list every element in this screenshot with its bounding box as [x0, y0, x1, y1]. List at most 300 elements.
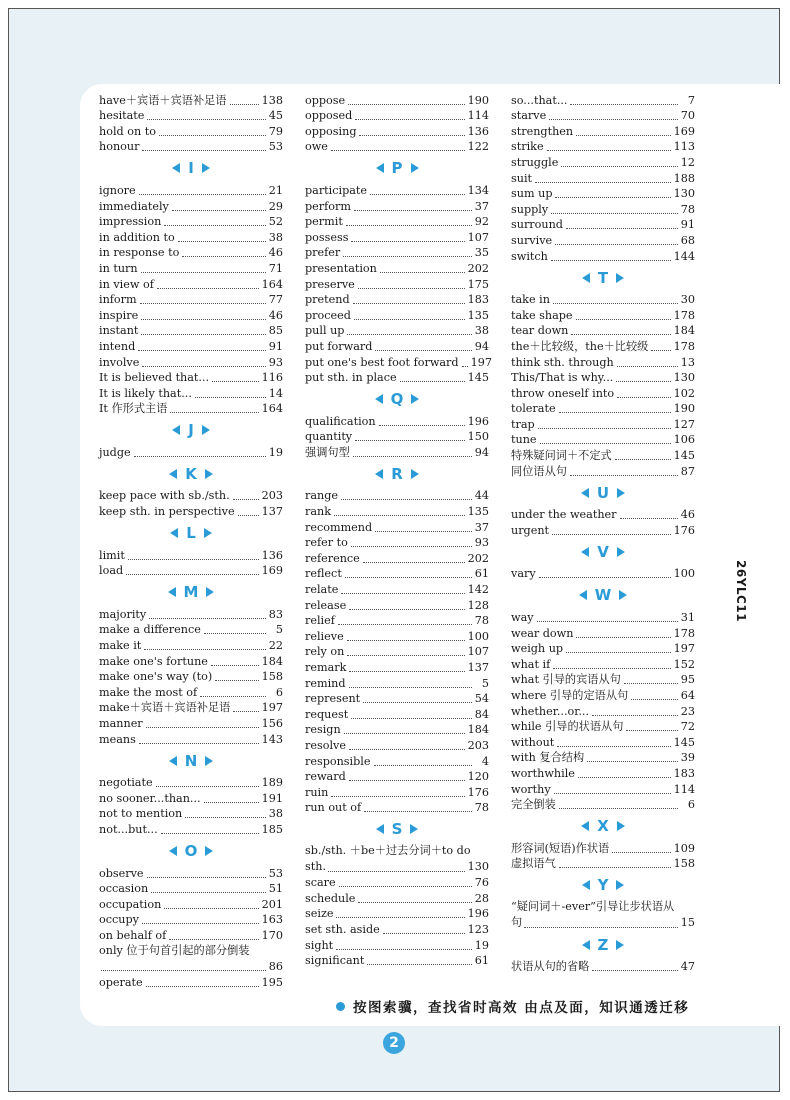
entry-term: inform	[99, 293, 137, 307]
index-column-1	[99, 92, 283, 990]
entry-term: without	[511, 735, 555, 749]
index-entry	[305, 906, 489, 922]
dot-leader	[375, 349, 471, 351]
triangle-right-icon	[619, 590, 627, 600]
index-entry	[305, 597, 489, 613]
entry-term: release	[305, 598, 347, 612]
index-entry	[305, 182, 489, 198]
index-entry	[305, 245, 489, 261]
letter-heading-label: I	[188, 159, 194, 178]
entry-page: 47	[680, 960, 695, 974]
entry-page: 100	[673, 567, 695, 581]
entry-term: make a difference	[99, 623, 201, 637]
entry-term: worthy	[511, 782, 551, 796]
entry-term: suit	[511, 171, 533, 185]
dot-leader	[347, 333, 471, 335]
triangle-left-icon	[375, 394, 383, 404]
index-entry	[305, 519, 489, 535]
entry-term: vary	[511, 567, 536, 581]
letter-heading-label: R	[391, 464, 403, 483]
dot-leader	[139, 193, 266, 195]
index-entry	[305, 921, 489, 937]
dot-leader	[349, 779, 465, 781]
entry-page: 12	[680, 155, 695, 169]
letter-heading	[305, 815, 489, 843]
dot-leader	[347, 654, 464, 656]
letter-heading	[511, 479, 695, 507]
index-column-2	[305, 92, 492, 968]
letter-heading-label: X	[597, 817, 609, 836]
letter-heading-label: W	[594, 586, 612, 605]
index-entry	[99, 912, 283, 928]
entry-page: 184	[261, 654, 283, 668]
index-entry	[99, 488, 283, 504]
entry-page: 19	[268, 445, 283, 459]
index-entry	[305, 784, 489, 800]
entry-term: intend	[99, 339, 136, 353]
entry-term: refer to	[305, 536, 348, 550]
entry-term: put sth. in place	[305, 371, 397, 385]
index-entry	[511, 123, 695, 139]
entry-page: 79	[268, 124, 283, 138]
entry-page: 86	[268, 959, 283, 973]
dot-leader	[367, 963, 471, 965]
dot-leader	[161, 832, 259, 834]
entry-term: reflect	[305, 567, 342, 581]
index-entry	[511, 323, 695, 339]
entry-page: 201	[261, 897, 283, 911]
entry-page: 46	[680, 508, 695, 522]
entry-page: 21	[268, 183, 283, 197]
entry-term: where 引导的定语从句	[511, 689, 629, 702]
entry-page: 39	[680, 751, 695, 765]
entry-term: 同位语从句	[511, 464, 567, 478]
entry-term: surround	[511, 218, 563, 232]
entry-page: 5	[275, 623, 283, 637]
index-entry	[99, 821, 283, 837]
entry-page: 83	[268, 607, 283, 621]
dot-leader	[334, 514, 465, 516]
entry-term: in view of	[99, 277, 154, 291]
dot-leader	[576, 636, 670, 638]
triangle-right-icon	[205, 846, 213, 856]
index-entry	[99, 790, 283, 806]
entry-page: 163	[261, 913, 283, 927]
entry-page: 137	[261, 505, 283, 519]
dot-leader	[379, 424, 465, 426]
dot-leader	[140, 302, 266, 304]
dot-leader	[547, 149, 671, 151]
entry-page: 19	[474, 938, 489, 952]
dot-leader	[336, 916, 464, 918]
dot-leader	[331, 149, 465, 151]
letter-heading-label: S	[391, 820, 403, 839]
index-entry	[511, 765, 695, 781]
index-entry	[99, 503, 283, 519]
entry-term: not to mention	[99, 807, 183, 821]
entry-term: in response to	[99, 246, 180, 260]
letter-heading-label: U	[596, 483, 610, 502]
entry-page: 203	[467, 738, 489, 752]
index-entry	[99, 806, 283, 822]
index-entry	[511, 432, 695, 448]
entry-term: seize	[305, 907, 334, 921]
dot-leader	[566, 651, 671, 653]
index-entry	[511, 703, 695, 719]
entry-term: strengthen	[511, 124, 574, 138]
index-entry	[511, 447, 695, 463]
entry-term: so...that...	[511, 93, 568, 107]
triangle-left-icon	[582, 880, 590, 890]
entry-term: represent	[305, 692, 361, 706]
entry-page: 64	[680, 689, 695, 702]
index-entry	[305, 659, 489, 675]
entry-page: 106	[673, 433, 695, 447]
entry-page: 107	[467, 230, 489, 244]
dot-leader	[147, 876, 266, 878]
dot-leader	[559, 807, 678, 809]
entry-page: 145	[673, 449, 695, 463]
entry-term: 强调句型	[305, 445, 350, 459]
dot-leader	[164, 907, 258, 909]
index-entry	[305, 429, 489, 445]
dot-leader	[341, 592, 464, 594]
entry-term: the＋比较级，the＋比较级	[511, 339, 649, 353]
index-entry	[511, 856, 695, 872]
entry-term: ruin	[305, 785, 329, 799]
entry-page: 38	[474, 324, 489, 338]
dot-leader	[354, 209, 472, 211]
entry-page: 123	[467, 922, 489, 936]
entry-term: scare	[305, 876, 336, 890]
index-entry	[511, 641, 695, 657]
entry-page: 120	[467, 770, 489, 784]
entry-term: pretend	[305, 293, 350, 307]
dot-leader	[215, 679, 258, 681]
triangle-right-icon	[205, 469, 213, 479]
index-entry	[305, 370, 489, 386]
entry-term: impression	[99, 215, 162, 229]
index-entry	[305, 292, 489, 308]
entry-term: tolerate	[511, 402, 556, 416]
dot-leader	[349, 748, 465, 750]
entry-term: significant	[305, 954, 365, 968]
index-entry	[511, 656, 695, 672]
dot-leader	[147, 118, 265, 120]
index-entry	[305, 566, 489, 582]
entry-term-cont: 句	[511, 915, 523, 929]
index-entry	[99, 214, 283, 230]
index-entry	[99, 401, 283, 417]
entry-term: in turn	[99, 261, 138, 275]
letter-heading-label: L	[186, 524, 196, 543]
entry-page: 51	[268, 882, 283, 896]
entry-page: 152	[673, 657, 695, 671]
index-entry	[305, 338, 489, 354]
entry-page: 52	[268, 215, 283, 229]
entry-term: responsible	[305, 754, 371, 768]
dot-leader	[341, 498, 472, 500]
entry-page: 116	[261, 371, 283, 385]
entry-page: 130	[673, 187, 695, 201]
entry-term: manner	[99, 717, 143, 730]
entry-page: 6	[275, 685, 283, 699]
entry-term: while 引导的状语从句	[511, 720, 624, 734]
entry-page: 134	[467, 183, 489, 197]
entry-page: 113	[673, 140, 695, 154]
dot-leader	[539, 576, 671, 578]
entry-page: 68	[680, 233, 695, 247]
entry-page: 15	[680, 915, 695, 929]
letter-heading-label: T	[597, 268, 609, 287]
dot-leader	[617, 396, 671, 398]
entry-page: 169	[673, 124, 695, 138]
dot-leader	[211, 664, 259, 666]
dot-leader	[185, 816, 266, 818]
dot-leader	[230, 103, 259, 105]
index-entry	[511, 108, 695, 124]
dot-leader	[348, 103, 464, 105]
letter-heading	[99, 519, 283, 547]
dot-leader	[540, 442, 671, 444]
index-entry	[305, 953, 489, 969]
index-entry	[305, 503, 489, 519]
entry-page: 37	[474, 520, 489, 534]
index-entry	[99, 245, 283, 261]
entry-page: 45	[268, 109, 283, 123]
index-entry	[99, 444, 283, 460]
letter-heading-label: M	[183, 583, 199, 602]
dot-leader	[355, 118, 464, 120]
entry-term: throw oneself into	[511, 386, 615, 400]
entry-page: 71	[268, 261, 283, 275]
entry-term: means	[99, 732, 136, 746]
dot-leader	[351, 240, 464, 242]
dot-leader	[146, 985, 259, 987]
entry-term: oppose	[305, 93, 346, 107]
index-entry	[305, 613, 489, 629]
triangle-right-icon	[617, 821, 625, 831]
index-column-3	[511, 92, 695, 974]
dot-leader	[212, 380, 259, 382]
entry-page: 156	[261, 717, 283, 730]
entry-page: 170	[261, 928, 283, 942]
index-entry	[511, 781, 695, 797]
triangle-left-icon	[376, 824, 384, 834]
index-entry	[99, 700, 283, 716]
index-entry	[305, 722, 489, 738]
index-entry	[511, 522, 695, 538]
entry-page: 164	[261, 402, 283, 416]
entry-term: perform	[305, 199, 351, 213]
index-entry	[305, 354, 492, 370]
letter-heading-label: P	[391, 159, 403, 178]
dot-leader	[142, 922, 259, 924]
index-entry	[511, 566, 695, 582]
letter-heading	[511, 812, 695, 840]
index-entry	[305, 123, 489, 139]
dot-leader	[126, 573, 258, 575]
index-entry	[99, 229, 283, 245]
triangle-left-icon	[582, 273, 590, 283]
entry-page: 176	[467, 785, 489, 799]
index-entry	[511, 507, 695, 523]
dot-leader	[164, 224, 265, 226]
entry-page: 136	[467, 124, 489, 138]
dot-leader	[559, 411, 671, 413]
entry-term: rely on	[305, 645, 345, 659]
entry-page: 91	[680, 218, 695, 232]
dot-leader	[380, 271, 465, 273]
letter-heading-label: K	[185, 464, 197, 483]
entry-page: 91	[268, 339, 283, 353]
entry-line2	[511, 915, 695, 931]
entry-term: involve	[99, 355, 140, 369]
entry-page: 183	[673, 766, 695, 780]
index-entry	[99, 669, 283, 685]
entry-page: 130	[467, 859, 489, 873]
entry-term: put forward	[305, 339, 373, 353]
entry-page: 195	[261, 975, 283, 989]
entry-term: operate	[99, 975, 143, 989]
dot-leader	[359, 134, 464, 136]
dot-leader	[592, 714, 678, 716]
index-entry	[305, 413, 489, 429]
triangle-right-icon	[202, 425, 210, 435]
letter-heading	[511, 264, 695, 292]
entry-term: think sth. through	[511, 355, 614, 369]
entry-page: 87	[680, 464, 695, 478]
entry-page: 191	[261, 791, 283, 805]
entry-term: relieve	[305, 629, 344, 643]
entry-page: 107	[467, 645, 489, 659]
index-entry	[511, 354, 695, 370]
dot-leader	[364, 810, 472, 812]
entry-term: request	[305, 707, 349, 721]
dot-leader	[576, 318, 671, 320]
dot-leader	[351, 717, 472, 719]
entry-term: observe	[99, 866, 144, 880]
triangle-left-icon	[172, 425, 180, 435]
dot-leader	[182, 255, 265, 257]
dot-leader	[537, 620, 678, 622]
entry-term-cont: sth.	[305, 859, 326, 873]
index-entry	[511, 609, 695, 625]
entry-term: way	[511, 611, 534, 625]
entry-term: tear down	[511, 324, 569, 338]
entry-page: 78	[474, 614, 489, 628]
entry-page: 72	[680, 720, 695, 734]
dot-leader	[346, 224, 472, 226]
entry-term: opposed	[305, 109, 353, 123]
entry-term: resign	[305, 723, 341, 737]
dot-leader	[551, 212, 678, 214]
entry-term: occasion	[99, 882, 149, 896]
index-entry	[99, 292, 283, 308]
dot-leader	[462, 365, 468, 367]
entry-page: 114	[673, 782, 695, 796]
entry-page: 102	[673, 386, 695, 400]
index-entry	[511, 750, 695, 766]
entry-term: load	[99, 564, 124, 578]
entry-page: 94	[474, 445, 489, 459]
dot-leader	[156, 785, 259, 787]
index-entry	[511, 625, 695, 641]
index-entry	[511, 401, 695, 417]
triangle-left-icon	[172, 163, 180, 173]
index-entry	[511, 734, 695, 750]
entry-page: 130	[673, 371, 695, 385]
entry-page: 176	[673, 523, 695, 537]
entry-line2	[305, 859, 489, 875]
page-number-badge: 2	[383, 1032, 405, 1054]
entry-page: 178	[673, 308, 695, 322]
letter-heading-label: J	[188, 421, 194, 440]
dot-leader	[101, 969, 266, 971]
dot-leader	[344, 732, 465, 734]
entry-page: 38	[268, 230, 283, 244]
entry-page: 202	[467, 551, 489, 565]
entry-page: 185	[261, 822, 283, 836]
dot-leader	[349, 686, 472, 688]
entry-term: keep pace with sb./sth.	[99, 489, 230, 503]
entry-term: on behalf of	[99, 928, 167, 942]
entry-term: worthwhile	[511, 766, 575, 780]
entry-term: keep sth. in perspective	[99, 505, 235, 519]
entry-page: 94	[474, 339, 489, 353]
entry-page: 190	[673, 402, 695, 416]
entry-page: 76	[474, 876, 489, 890]
entry-page: 28	[474, 891, 489, 905]
letter-heading	[511, 871, 695, 899]
dot-leader	[538, 427, 671, 429]
dot-leader	[561, 165, 677, 167]
entry-page: 196	[467, 414, 489, 428]
dot-leader	[363, 561, 465, 563]
triangle-left-icon	[375, 469, 383, 479]
index-entry	[305, 139, 489, 155]
index-entry	[305, 875, 489, 891]
entry-term: qualification	[305, 414, 376, 428]
entry-term: have＋宾语＋宾语补足语	[99, 93, 227, 107]
dot-leader	[617, 365, 678, 367]
letter-heading-label: Q	[390, 390, 404, 409]
entry-term: only 位于句首引起的部分倒装	[99, 943, 250, 957]
entry-page: 114	[467, 109, 489, 123]
index-entry	[511, 170, 695, 186]
index-entry	[99, 881, 283, 897]
triangle-left-icon	[579, 590, 587, 600]
triangle-right-icon	[205, 756, 213, 766]
dot-leader	[233, 498, 259, 500]
index-entry	[305, 323, 489, 339]
triangle-left-icon	[170, 528, 178, 538]
index-entry	[99, 775, 283, 791]
index-entry	[511, 687, 695, 703]
letter-heading-label: Y	[597, 876, 609, 895]
entry-page: 109	[673, 841, 695, 855]
entry-term: resolve	[305, 738, 346, 752]
dot-leader	[535, 181, 671, 183]
entry-term: possess	[305, 230, 349, 244]
entry-term: honour	[99, 140, 140, 154]
entry-term: put one's best foot forward	[305, 355, 459, 369]
dot-leader	[353, 455, 472, 457]
entry-term: This/That is why...	[511, 371, 614, 385]
entry-term: owe	[305, 140, 328, 154]
index-entry	[99, 896, 283, 912]
index-entry	[99, 606, 283, 622]
